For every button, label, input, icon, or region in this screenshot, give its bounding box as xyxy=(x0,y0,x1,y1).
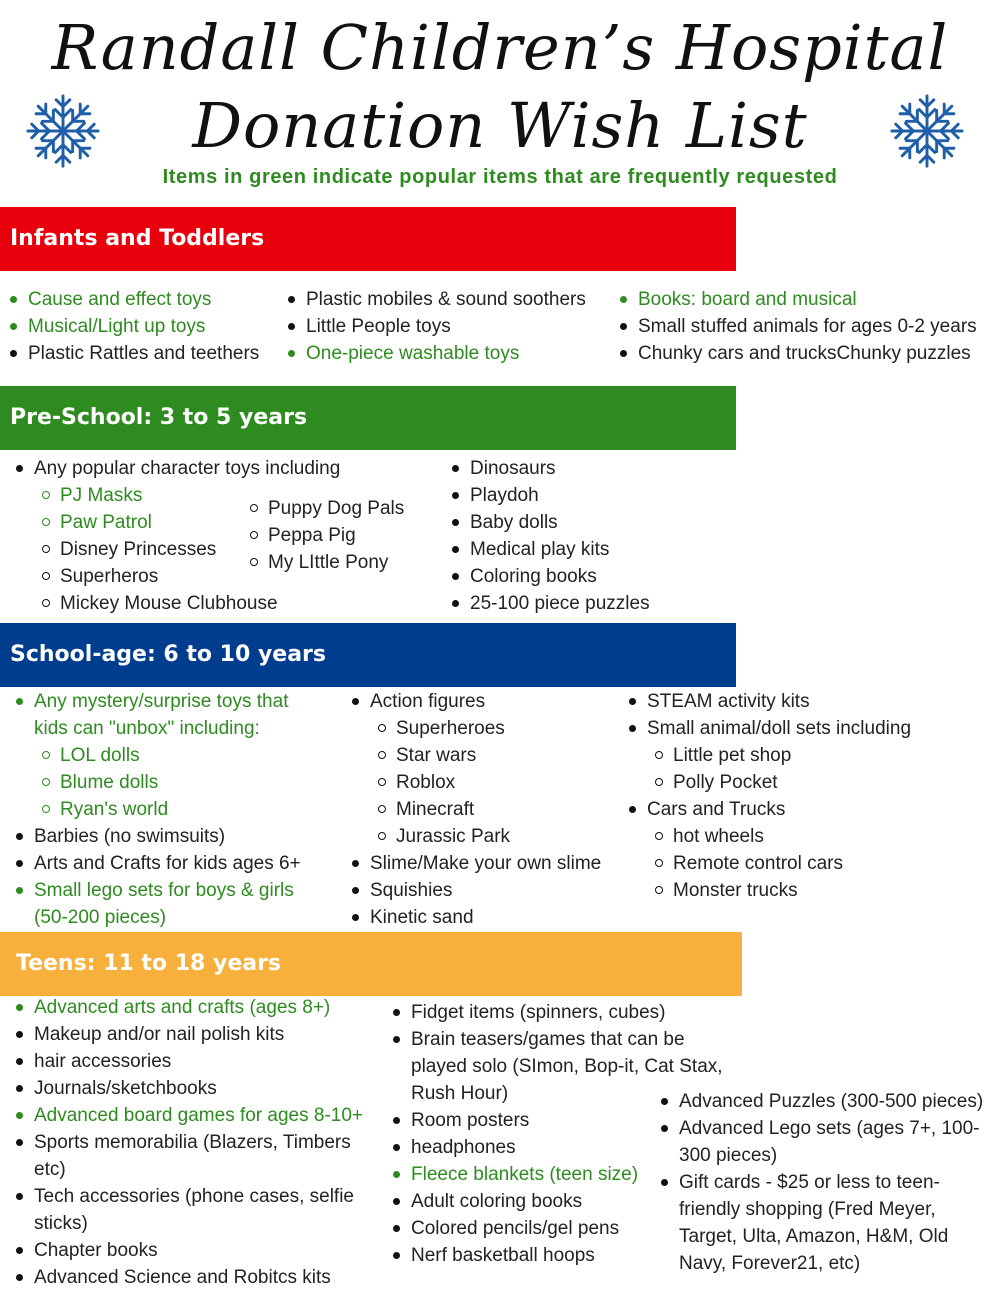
list-item: Squishies xyxy=(344,877,601,904)
list-item xyxy=(653,1115,983,1169)
list-item: Chapter books xyxy=(8,1237,363,1264)
list-item-line: Small lego sets for boys & girls xyxy=(34,880,294,901)
list-item: Makeup and/or nail polish kits xyxy=(8,1021,363,1048)
list-item-line: Brain teasers/games that can be xyxy=(411,1029,685,1050)
list-item: Medical play kits xyxy=(444,536,650,563)
list-item xyxy=(8,1183,363,1237)
list-item: Monster trucks xyxy=(621,877,911,904)
list-item-line: (50-200 pieces) xyxy=(34,907,167,928)
list-item: Playdoh xyxy=(444,482,650,509)
list-item: Barbies (no swimsuits) xyxy=(8,823,301,850)
school-column-3 xyxy=(621,688,911,904)
list-item: Chunky cars and trucksChunky puzzles xyxy=(612,340,977,367)
list-item-line: Rush Hour) xyxy=(411,1083,509,1104)
list-item-line: Navy, Forever21, etc) xyxy=(679,1253,861,1274)
list-item: Peppa Pig xyxy=(268,522,404,549)
list-item-line: friendly shopping (Fred Meyer, xyxy=(679,1199,936,1220)
list-item-line: Any mystery/surprise toys that xyxy=(34,691,289,712)
list-item: Roblox xyxy=(344,769,601,796)
section-heading-infants: Infants and Toddlers xyxy=(0,207,736,271)
teens-column-1 xyxy=(8,994,363,1291)
list-item: Advanced board games for ages 8-10+ xyxy=(8,1102,363,1129)
infants-column-3 xyxy=(612,286,977,367)
school-column-1 xyxy=(8,688,301,931)
list-item: Colored pencils/gel pens xyxy=(385,1215,723,1242)
list-item-line: Target, Ulta, Amazon, H&M, Old xyxy=(679,1226,949,1247)
list-item: Books: board and musical xyxy=(612,286,977,313)
teens-column-3 xyxy=(653,1088,983,1277)
list-item: STEAM activity kits xyxy=(621,688,911,715)
section-heading-teens: Teens: 11 to 18 years xyxy=(0,932,742,996)
list-item: Star wars xyxy=(344,742,601,769)
list-item: Paw Patrol xyxy=(8,509,340,536)
list-item: Advanced arts and crafts (ages 8+) xyxy=(8,994,363,1021)
list-item: Kinetic sand xyxy=(344,904,601,931)
page-title-line-2: Donation Wish List xyxy=(192,89,808,162)
list-item xyxy=(653,1169,983,1277)
list-item: Superheroes xyxy=(344,715,601,742)
list-item: Fleece blankets (teen size) xyxy=(385,1161,723,1188)
list-item: Coloring books xyxy=(444,563,650,590)
list-item-line: etc) xyxy=(34,1159,66,1180)
list-item: Musical/Light up toys xyxy=(2,313,259,340)
list-item: Adult coloring books xyxy=(385,1188,723,1215)
school-column-2 xyxy=(344,688,601,931)
list-item: Ryan's world xyxy=(8,796,301,823)
infants-column-2 xyxy=(280,286,586,367)
list-item xyxy=(8,688,301,742)
list-item: My LIttle Pony xyxy=(268,549,404,576)
list-item xyxy=(8,877,301,931)
list-item-line: Gift cards - $25 or less to teen- xyxy=(679,1172,940,1193)
infants-column-1 xyxy=(2,286,259,367)
snowflake-icon xyxy=(24,92,102,170)
list-item: Small animal/doll sets including xyxy=(621,715,911,742)
list-item: Mickey Mouse Clubhouse xyxy=(8,590,340,617)
list-item: Fidget items (spinners, cubes) xyxy=(385,999,723,1026)
snowflake-icon xyxy=(888,92,966,170)
list-item: Arts and Crafts for kids ages 6+ xyxy=(8,850,301,877)
list-item-line: kids can "unbox" including: xyxy=(34,718,260,739)
list-item: Superheros xyxy=(8,563,340,590)
list-item xyxy=(8,1129,363,1183)
list-item-line: played solo (SImon, Bop-it, Cat Stax, xyxy=(411,1056,723,1077)
list-item: Polly Pocket xyxy=(621,769,911,796)
list-item: Action figures xyxy=(344,688,601,715)
list-item: Cars and Trucks xyxy=(621,796,911,823)
page-title-line-1: Randall Children’s Hospital xyxy=(51,11,949,84)
list-item: Remote control cars xyxy=(621,850,911,877)
list-item-line: sticks) xyxy=(34,1213,88,1234)
list-item: Disney Princesses xyxy=(8,536,340,563)
list-item: Jurassic Park xyxy=(344,823,601,850)
list-item: Little People toys xyxy=(280,313,586,340)
list-item: Plastic Rattles and teethers xyxy=(2,340,259,367)
section-heading-preschool: Pre-School: 3 to 5 years xyxy=(0,386,736,450)
list-item: Plastic mobiles & sound soothers xyxy=(280,286,586,313)
list-item: Blume dolls xyxy=(8,769,301,796)
list-item-line: 300 pieces) xyxy=(679,1145,778,1166)
subtitle: Items in green indicate popular items that are frequently requested xyxy=(162,166,838,188)
list-item: Cause and effect toys xyxy=(2,286,259,313)
list-item: Advanced Puzzles (300-500 pieces) xyxy=(653,1088,983,1115)
list-item: PJ Masks xyxy=(8,482,340,509)
list-item: Puppy Dog Pals xyxy=(268,495,404,522)
section-heading-school-age: School-age: 6 to 10 years xyxy=(0,623,736,687)
preschool-sub-column xyxy=(268,495,404,576)
list-item-line: Advanced Lego sets (ages 7+, 100- xyxy=(679,1118,980,1139)
list-item: Small stuffed animals for ages 0-2 years xyxy=(612,313,977,340)
list-item: Room posters xyxy=(385,1107,723,1134)
list-item: Nerf basketball hoops xyxy=(385,1242,723,1269)
list-item: Dinosaurs xyxy=(444,455,650,482)
list-item: Any popular character toys including xyxy=(8,455,340,482)
list-item-line: Sports memorabilia (Blazers, Timbers xyxy=(34,1132,351,1153)
list-item: hair accessories xyxy=(8,1048,363,1075)
list-item: headphones xyxy=(385,1134,723,1161)
list-item: Advanced Science and Robitcs kits xyxy=(8,1264,363,1291)
list-item-line: Tech accessories (phone cases, selfie xyxy=(34,1186,354,1207)
list-item: LOL dolls xyxy=(8,742,301,769)
list-item: One-piece washable toys xyxy=(280,340,586,367)
list-item: Little pet shop xyxy=(621,742,911,769)
preschool-column-2 xyxy=(444,455,650,617)
list-item: hot wheels xyxy=(621,823,911,850)
list-item: 25-100 piece puzzles xyxy=(444,590,650,617)
list-item: Baby dolls xyxy=(444,509,650,536)
list-item: Slime/Make your own slime xyxy=(344,850,601,877)
list-item: Minecraft xyxy=(344,796,601,823)
list-item: Journals/sketchbooks xyxy=(8,1075,363,1102)
